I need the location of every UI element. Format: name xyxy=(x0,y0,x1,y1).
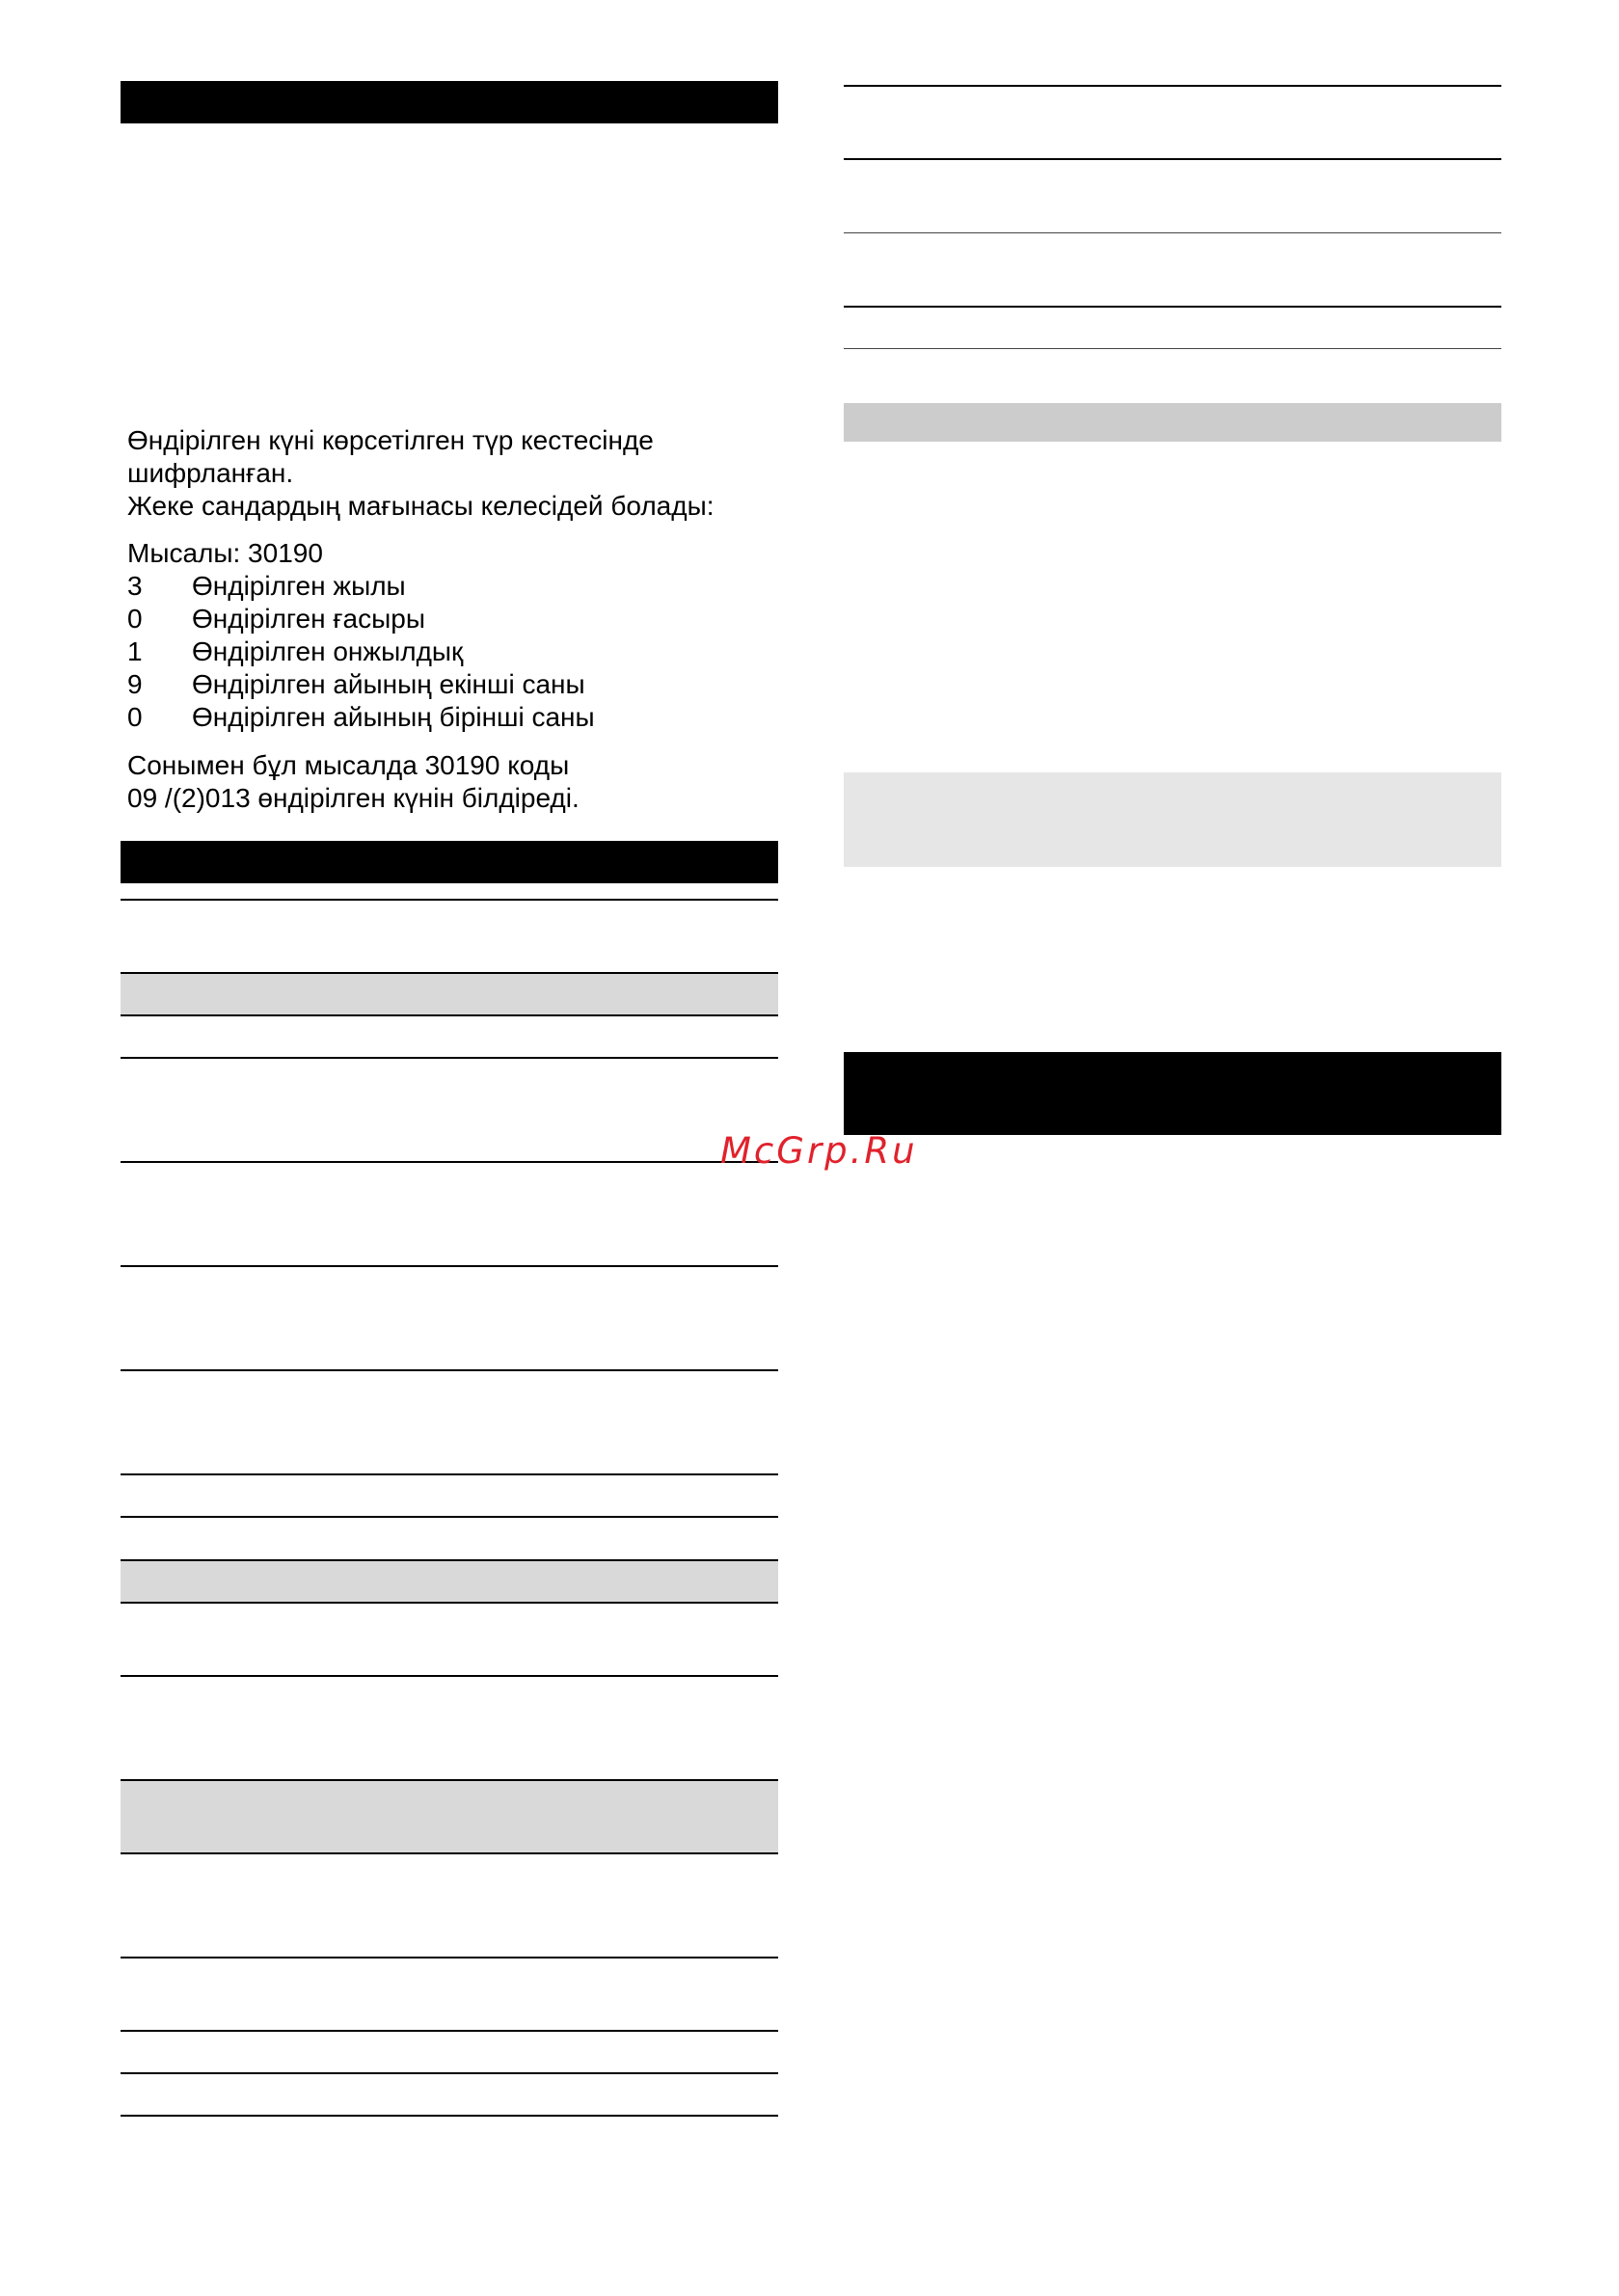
table-rule xyxy=(121,1014,778,1016)
watermark: McGrp.Ru xyxy=(720,1130,918,1172)
note-box xyxy=(844,772,1501,867)
intro-line-2: шифрланған. xyxy=(127,458,294,488)
section-header-bar xyxy=(121,841,778,883)
table-rule xyxy=(121,1602,778,1604)
table-rule xyxy=(844,348,1501,349)
legend-meaning: Өндірілген онжылдық xyxy=(192,636,464,666)
section-header-bar xyxy=(844,1052,1501,1135)
table-rule xyxy=(121,1675,778,1677)
table-rule xyxy=(121,2072,778,2074)
table-header-band xyxy=(121,1561,778,1602)
conclusion-line-2: 09 /(2)013 өндірілген күнін білдіреді. xyxy=(127,783,580,813)
table-rule xyxy=(121,1161,778,1163)
intro-line-3: Жеке сандардың мағынасы келесідей болады: xyxy=(127,491,715,521)
table-rule xyxy=(121,899,778,901)
legend-row xyxy=(127,635,463,668)
table-header-band xyxy=(121,1781,778,1852)
table-rule xyxy=(844,158,1501,160)
table-rule xyxy=(844,306,1501,308)
table-rule xyxy=(121,1369,778,1371)
section-header-bar xyxy=(121,81,778,123)
legend-digit: 3 xyxy=(127,571,143,601)
subsection-header-band xyxy=(844,403,1501,442)
table-rule xyxy=(121,1265,778,1267)
table-rule xyxy=(121,1057,778,1059)
example-label: Мысалы: 30190 xyxy=(127,538,323,568)
legend-digit: 0 xyxy=(127,604,143,634)
legend-row xyxy=(127,668,585,701)
legend-meaning: Өндірілген айының екінші саны xyxy=(192,669,585,699)
table-rule xyxy=(121,2030,778,2032)
legend-row xyxy=(127,701,595,734)
intro-line-1: Өндірілген күні көрсетілген түр кестесінде xyxy=(127,425,654,455)
table-rule xyxy=(121,1957,778,1958)
table-rule xyxy=(844,232,1501,233)
table-rule xyxy=(121,2115,778,2117)
table-rule xyxy=(121,1473,778,1475)
conclusion-line-1: Сонымен бұл мысалда 30190 коды xyxy=(127,750,570,780)
legend-meaning: Өндірілген жылы xyxy=(192,571,406,601)
legend-row xyxy=(127,570,406,603)
table-rule xyxy=(844,85,1501,87)
legend-digit: 1 xyxy=(127,636,143,666)
table-rule xyxy=(121,1852,778,1854)
legend-meaning: Өндірілген ғасыры xyxy=(192,604,425,634)
legend-digit: 0 xyxy=(127,702,143,732)
table-header-band xyxy=(121,974,778,1014)
legend-meaning: Өндірілген айының бірінші саны xyxy=(192,702,595,732)
table-rule xyxy=(121,1516,778,1518)
legend-digit: 9 xyxy=(127,669,143,699)
legend-row xyxy=(127,603,425,635)
